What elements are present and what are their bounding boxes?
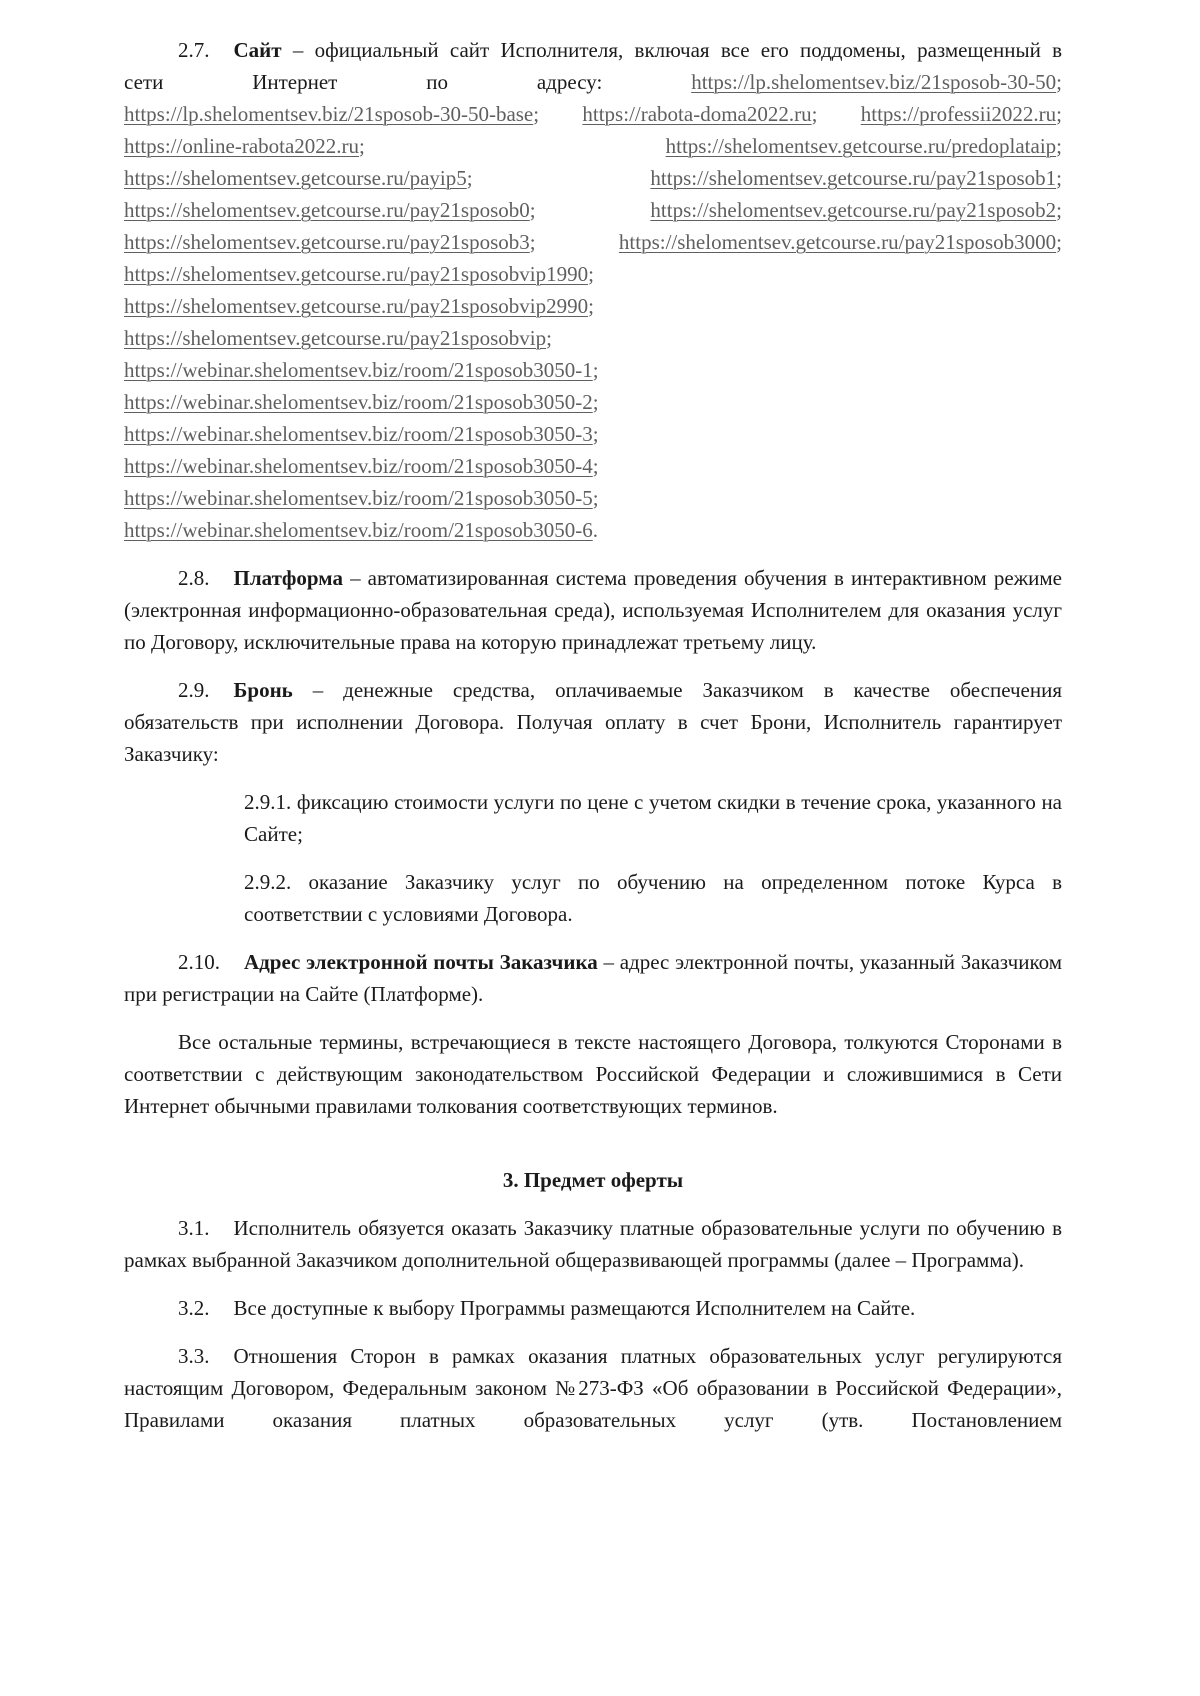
site-url-line bbox=[124, 162, 1062, 194]
site-url-line bbox=[124, 66, 1062, 98]
site-url-link[interactable]: https://shelomentsev.getcourse.ru/pay21sposob3 bbox=[124, 230, 530, 254]
site-url-line bbox=[124, 322, 1062, 354]
site-url-line bbox=[124, 194, 1062, 226]
separator: ; bbox=[466, 166, 473, 190]
site-url-link[interactable]: https://lp.shelomentsev.biz/21sposob-30-50-base bbox=[124, 102, 534, 126]
webinar-url-link[interactable]: https://webinar.shelomentsev.biz/room/21sposob3050-3 bbox=[124, 422, 593, 446]
paragraph-3-3 bbox=[124, 1340, 1062, 1436]
separator: ; bbox=[1056, 166, 1062, 190]
separator: ; bbox=[1056, 230, 1062, 254]
separator: . bbox=[592, 518, 599, 542]
paragraph-2-7 bbox=[124, 34, 1062, 546]
site-url-link[interactable]: https://shelomentsev.getcourse.ru/pay21sposob2 bbox=[650, 198, 1057, 222]
clause-text: – официальный сайт Исполнителя, включая все его поддомены, размещенный в bbox=[292, 38, 1062, 62]
separator: ; bbox=[529, 198, 536, 222]
clause-number: 2.10. bbox=[178, 950, 220, 974]
site-url-line bbox=[124, 450, 1062, 482]
site-url-link[interactable]: https://shelomentsev.getcourse.ru/predoplataip bbox=[665, 134, 1057, 158]
webinar-url-link[interactable]: https://webinar.shelomentsev.biz/room/21sposob3050-4 bbox=[124, 454, 593, 478]
webinar-url-link[interactable]: https://webinar.shelomentsev.biz/room/21sposob3050-6 bbox=[124, 518, 593, 542]
site-url-link[interactable]: https://rabota-doma2022.ru bbox=[582, 102, 812, 126]
clause-text: – адрес электронной почты, указанный Заказчиком при регистрации на Сайте (Платформе). bbox=[124, 950, 1062, 1006]
clause-number: 2.7. bbox=[178, 38, 210, 62]
site-url-link[interactable]: https://online-rabota2022.ru bbox=[124, 134, 360, 158]
clause-text: Все остальные термины, встречающиеся в тексте настоящего Договора, толкуются Сторонами в соответствии с действующим законодательством Российской Федерации и сложившимися в Сети Интернет обычными правилами толкования соответствующих терминов. bbox=[124, 1030, 1062, 1118]
webinar-url-link[interactable]: https://webinar.shelomentsev.biz/room/21sposob3050-1 bbox=[124, 358, 593, 382]
separator: ; bbox=[592, 486, 599, 510]
site-url-line bbox=[124, 354, 1062, 386]
site-url-link[interactable]: https://shelomentsev.getcourse.ru/pay21sposobvip2990 bbox=[124, 294, 589, 318]
site-url-line bbox=[124, 290, 1062, 322]
site-url-link[interactable]: https://shelomentsev.getcourse.ru/pay21sposobvip bbox=[124, 326, 547, 350]
separator: ; bbox=[546, 326, 552, 350]
separator: ; bbox=[1056, 102, 1062, 126]
clause-text: Отношения Сторон в рамках оказания платных образовательных услуг регулируются настоящим Договором, Федеральным законом №273-ФЗ «Об образовании в Российской Федерации», Правилами оказания платных образовательных услуг (утв. Постановлением bbox=[124, 1344, 1062, 1432]
site-url-link[interactable]: https://shelomentsev.getcourse.ru/pay21sposob3000 bbox=[618, 230, 1057, 254]
webinar-url-link[interactable]: https://webinar.shelomentsev.biz/room/21sposob3050-5 bbox=[124, 486, 593, 510]
separator: ; bbox=[1056, 134, 1062, 158]
site-url-line bbox=[124, 482, 1062, 514]
paragraph-2-9-2 bbox=[244, 866, 1062, 930]
clause-text: 2.9.2. оказание Заказчику услуг по обучению на определенном потоке Курса в соответствии с условиями Договора. bbox=[244, 870, 1062, 926]
site-url-line bbox=[124, 130, 1062, 162]
separator: ; bbox=[529, 230, 536, 254]
clause-number: 3.3. bbox=[178, 1344, 210, 1368]
separator: ; bbox=[533, 102, 540, 126]
site-url-line bbox=[124, 98, 1062, 130]
defined-term-platforma: Платформа bbox=[233, 566, 343, 590]
site-url-link[interactable]: https://lp.shelomentsev.biz/21sposob-30-50 bbox=[691, 70, 1057, 94]
separator: ; bbox=[592, 358, 599, 382]
separator: ; bbox=[592, 390, 599, 414]
separator: ; bbox=[592, 422, 599, 446]
separator: ; bbox=[1056, 70, 1062, 94]
clause-number: 3.1. bbox=[178, 1216, 210, 1240]
site-url-line bbox=[124, 386, 1062, 418]
separator: ; bbox=[588, 262, 594, 286]
site-url-link[interactable]: https://shelomentsev.getcourse.ru/pay21sposob1 bbox=[650, 166, 1057, 190]
defined-term-bron: Бронь bbox=[233, 678, 293, 702]
clause-text: Исполнитель обязуется оказать Заказчику платные образовательные услуги по обучению в рамках выбранной Заказчиком дополнительной общеразвивающей программы (далее – Программа). bbox=[124, 1216, 1062, 1272]
paragraph-2-8 bbox=[124, 562, 1062, 658]
site-url-link[interactable]: https://shelomentsev.getcourse.ru/payip5 bbox=[124, 166, 467, 190]
site-url-line bbox=[124, 514, 1062, 546]
paragraph-2-10 bbox=[124, 946, 1062, 1010]
section-3-heading: 3. Предмет оферты bbox=[502, 1168, 684, 1192]
clause-number: 2.9. bbox=[178, 678, 210, 702]
clause-text: 2.9.1. фиксацию стоимости услуги по цене с учетом скидки в течение срока, указанного на Сайте; bbox=[244, 790, 1062, 846]
paragraph-3-2 bbox=[124, 1292, 1062, 1324]
clause-number: 2.8. bbox=[178, 566, 210, 590]
clause-text: – автоматизированная система проведения обучения в интерактивном режиме (электронная информационно-образовательная среда), используемая Исполнителем для оказания услуг по Договору, исключительные права на которую принадлежат третьему лицу. bbox=[124, 566, 1062, 654]
site-url-line bbox=[124, 258, 1062, 290]
clause-number: 3.2. bbox=[178, 1296, 210, 1320]
site-url-link[interactable]: https://professii2022.ru bbox=[860, 102, 1057, 126]
clause-text: сети Интернет по адресу: bbox=[124, 70, 603, 94]
separator: ; bbox=[588, 294, 594, 318]
clause-text: Все доступные к выбору Программы размещаются Исполнителем на Сайте. bbox=[233, 1296, 916, 1320]
defined-term-sait: Сайт bbox=[233, 38, 282, 62]
separator: ; bbox=[1056, 198, 1062, 222]
separator: ; bbox=[359, 134, 365, 158]
webinar-url-link[interactable]: https://webinar.shelomentsev.biz/room/21sposob3050-2 bbox=[124, 390, 593, 414]
paragraph-2-7-line-1 bbox=[124, 34, 1062, 66]
paragraph-terms-note bbox=[124, 1026, 1062, 1122]
site-url-link[interactable]: https://shelomentsev.getcourse.ru/pay21sposobvip1990 bbox=[124, 262, 589, 286]
separator: ; bbox=[592, 454, 599, 478]
site-url-line bbox=[124, 226, 1062, 258]
paragraph-2-9 bbox=[124, 674, 1062, 770]
site-url-link[interactable]: https://shelomentsev.getcourse.ru/pay21sposob0 bbox=[124, 198, 530, 222]
paragraph-2-9-1 bbox=[244, 786, 1062, 850]
clause-text: – денежные средства, оплачиваемые Заказчиком в качестве обеспечения обязательств при исполнении Договора. Получая оплату в счет Брони, Исполнитель гарантирует Заказчику: bbox=[124, 678, 1063, 766]
paragraph-3-1 bbox=[124, 1212, 1062, 1276]
defined-term-email: Адрес электронной почты Заказчика bbox=[244, 950, 598, 974]
site-url-line bbox=[124, 418, 1062, 450]
separator: ; bbox=[811, 102, 818, 126]
